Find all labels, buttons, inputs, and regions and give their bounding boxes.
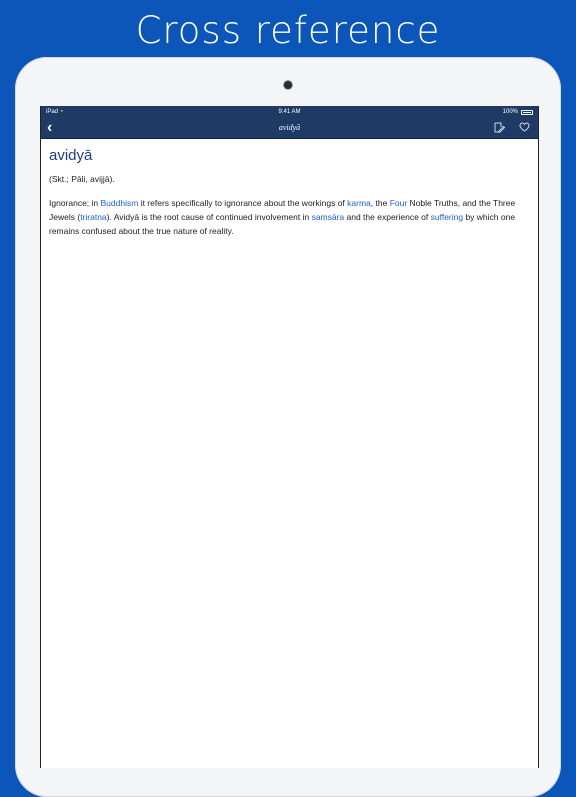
- definition-text: and the experience of: [344, 212, 431, 222]
- entry-content: [41, 139, 538, 238]
- definition-text: it refers specifically to ignorance about the workings of: [138, 198, 348, 208]
- entry-headword: avidyā: [49, 147, 93, 164]
- xref-link-suffering[interactable]: suffering: [430, 212, 464, 222]
- battery-icon: [521, 110, 533, 115]
- entry-etymology: (Skt.; Pāli, avijjā).: [49, 174, 115, 184]
- xref-link-samsara[interactable]: saṃsāra: [311, 212, 345, 222]
- xref-link-four[interactable]: Four: [389, 198, 408, 208]
- app-screen: [40, 106, 539, 768]
- xref-link-triratna[interactable]: triratna: [80, 212, 107, 222]
- heart-icon[interactable]: [519, 122, 530, 133]
- nav-actions: [494, 122, 530, 133]
- definition-text: by which one remains confused about the true nature of reality.: [49, 212, 516, 236]
- definition-text: Noble Truths, and the Three Jewels (: [49, 198, 516, 222]
- xref-link-buddhism[interactable]: Buddhism: [100, 198, 139, 208]
- device-name: iPad: [46, 109, 59, 115]
- status-time: 9:41 AM: [278, 109, 301, 115]
- wifi-icon: ◔: [59, 109, 64, 115]
- nav-title: avidyā: [278, 123, 301, 132]
- navigation-bar: [41, 118, 538, 139]
- edit-note-icon[interactable]: [494, 122, 505, 133]
- battery-percent: 100%: [502, 109, 518, 115]
- xref-link-karma[interactable]: karma: [347, 198, 371, 208]
- banner-title: Cross reference: [135, 9, 441, 52]
- status-battery: [503, 106, 533, 118]
- definition-text: , the: [370, 198, 390, 208]
- back-chevron-icon[interactable]: ‹: [47, 119, 53, 136]
- entry-definition: [49, 196, 530, 238]
- definition-text: Ignorance; in: [49, 198, 101, 208]
- status-bar: [41, 106, 538, 118]
- definition-text: ). Avidyā is the root cause of continued involvement in: [106, 212, 312, 222]
- camera-icon: [284, 81, 292, 89]
